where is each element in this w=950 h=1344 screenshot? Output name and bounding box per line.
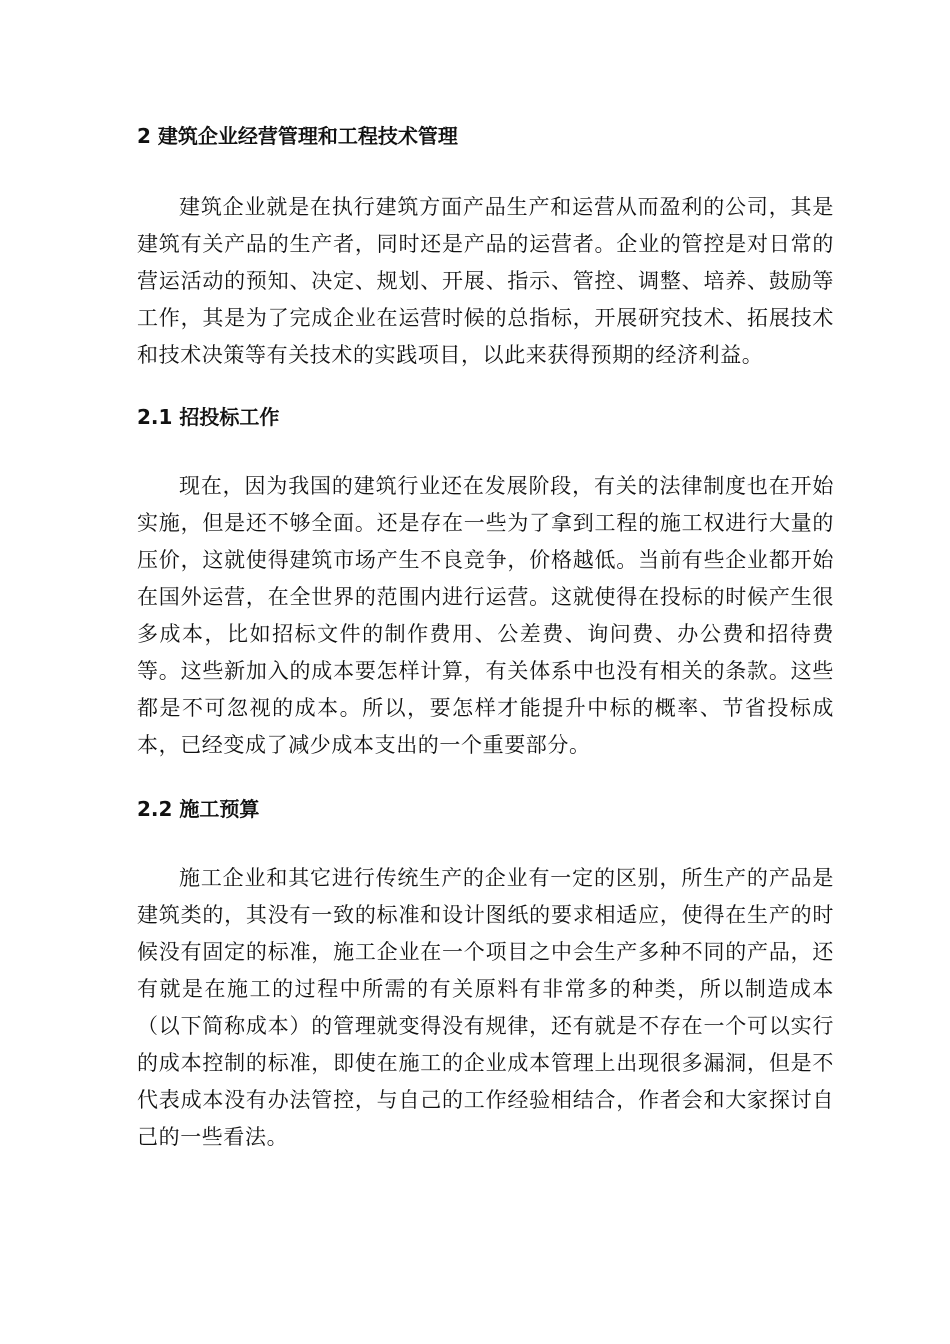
bidding-paragraph: 现在，因为我国的建筑行业还在发展阶段，有关的法律制度也在开始实施，但是还不够全面。还是存在一些为了拿到工程的施工权进行大量的压价，这就使得建筑市场产生不良竞争，价格越低。当前有些企业都开始在国外运营，在全世界的范围内进行运营。这就使得在投标的时候产生很多成本，比如招标文件的制作费用、公差费、询问费、办公费和招待费等。这些新加入的成本要怎样计算，有关体系中也没有相关的条款。这些都是不可忽视的成本。所以，要怎样才能提升中标的概率、节省投标成本，已经变成了减少成本支出的一个重要部分。 [137, 474, 834, 757]
intro-paragraph: 建筑企业就是在执行建筑方面产品生产和运营从而盈利的公司，其是建筑有关产品的生产者，同时还是产品的运营者。企业的管控是对日常的营运活动的预知、决定、规划、开展、指示、管控、调整、培养、鼓励等工作，其是为了完成企业在运营时候的总指标，开展研究技术、拓展技术和技术决策等有关技术的实践项目，以此来获得预期的经济利益。 [137, 195, 834, 367]
budget-paragraph: 施工企业和其它进行传统生产的企业有一定的区别，所生产的产品是建筑类的，其没有一致的标准和设计图纸的要求相适应，使得在生产的时候没有固定的标准，施工企业在一个项目之中会生产多种不同的产品，还有就是在施工的过程中所需的有关原料有非常多的种类，所以制造成本（以下简称成本）的管理就变得没有规律，还有就是不存在一个可以实行的成本控制的标准，即使在施工的企业成本管理上出现很多漏洞，但是不代表成本没有办法管控，与自己的工作经验相结合，作者会和大家探讨自己的一些看法。 [137, 866, 834, 1149]
section-heading: 2 建筑企业经营管理和工程技术管理 [137, 124, 458, 148]
subsection-heading-bidding: 2.1 招投标工作 [137, 405, 280, 429]
document-page [137, 118, 834, 1156]
subsection-heading-budget: 2.2 施工预算 [137, 797, 260, 821]
